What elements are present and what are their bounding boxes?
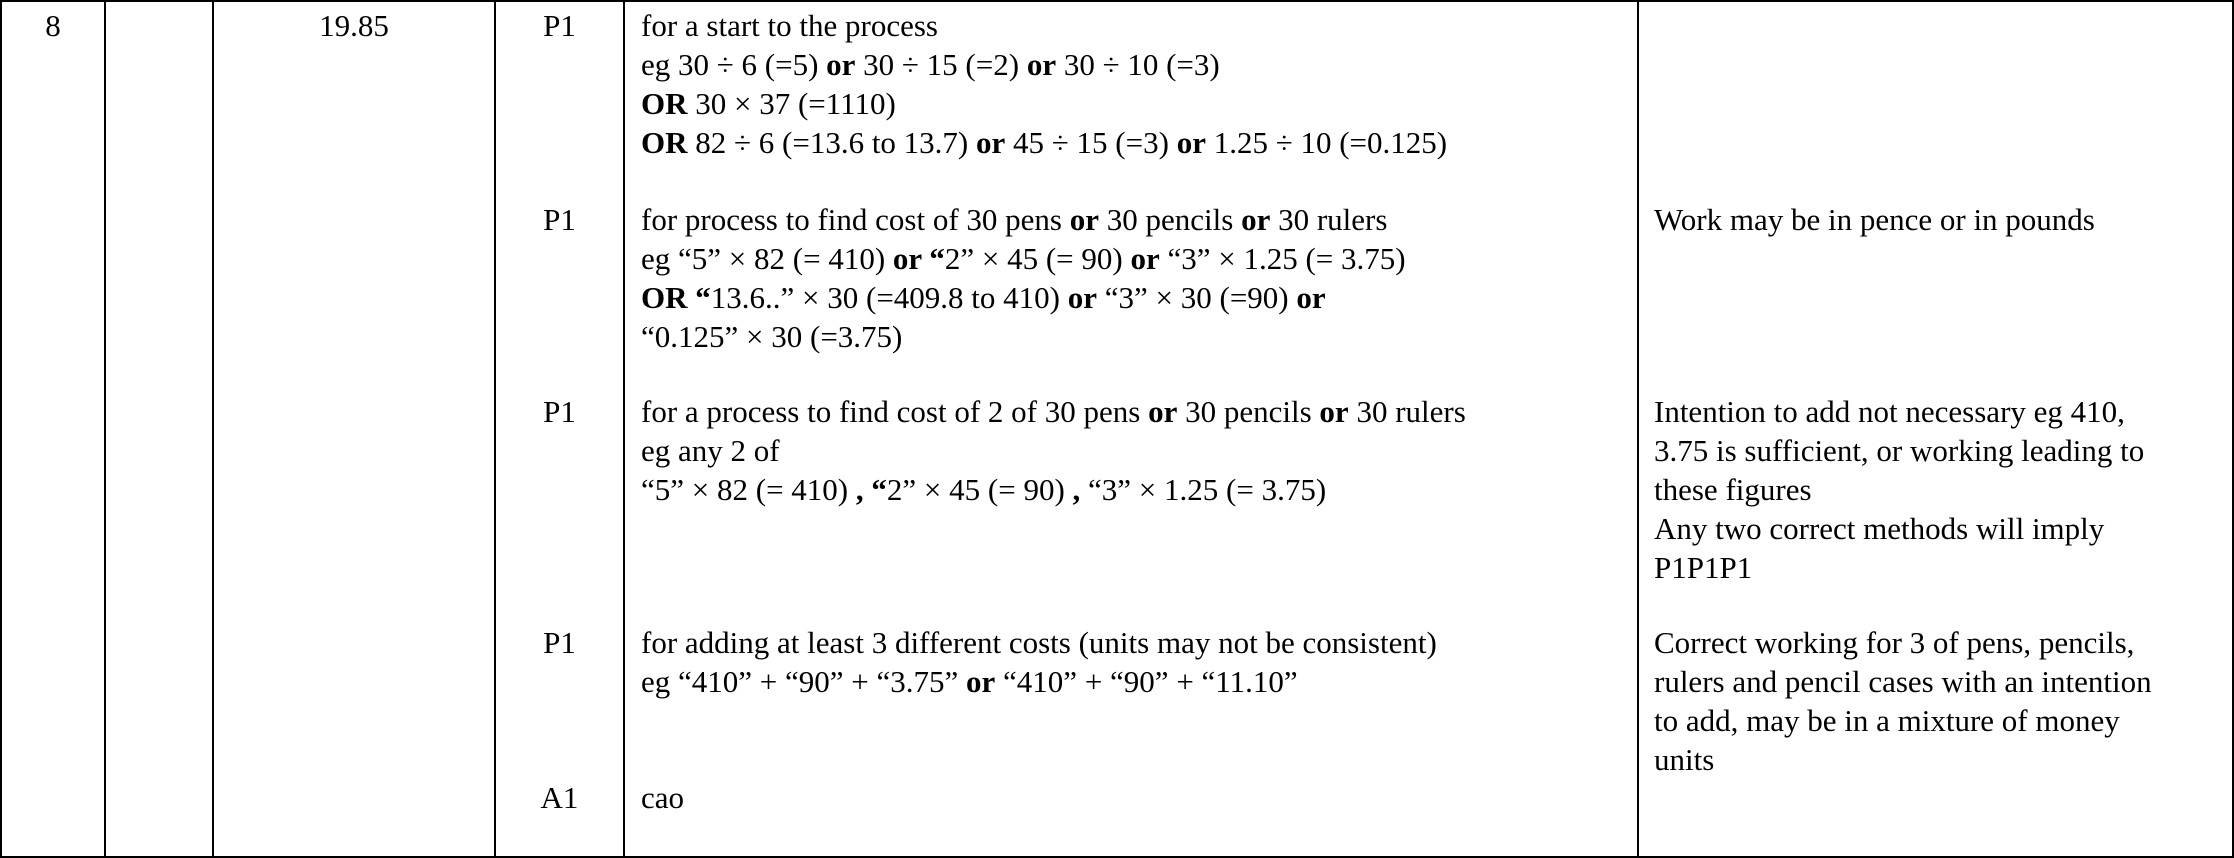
guidance-text: eg “5” × 82 (= 410) (641, 241, 893, 276)
guidance-text: eg any 2 of (641, 433, 780, 468)
guidance-line (641, 778, 684, 817)
guidance-text: 30 ÷ 15 (=2) (855, 47, 1027, 82)
column-border (623, 0, 625, 858)
guidance-text: 2” × 45 (= 90) (886, 472, 1073, 507)
guidance-note-line: to add, may be in a mixture of money (1654, 703, 2120, 738)
question-number: 8 (45, 8, 61, 43)
guidance-text: 13.6..” × 30 (=409.8 to 410) (710, 280, 1068, 315)
guidance-line (641, 431, 1466, 470)
guidance-line (641, 470, 1466, 509)
additional-guidance (1654, 200, 2095, 239)
guidance-line (641, 123, 1447, 162)
guidance-text: “5” × 82 (= 410) (641, 472, 856, 507)
guidance-keyword: or (976, 125, 1006, 160)
guidance-text: for a process to find cost of 2 of 30 pens (641, 394, 1149, 429)
guidance-keyword: or “ (892, 241, 945, 276)
guidance-text: cao (641, 780, 685, 815)
guidance-keyword: or (1176, 125, 1206, 160)
guidance-note-line: 3.75 is sufficient, or working leading to (1654, 433, 2145, 468)
guidance-text: “3” × 1.25 (= 3.75) (1159, 241, 1406, 276)
guidance-note-line: units (1654, 742, 1715, 777)
mark-guidance (641, 623, 1437, 701)
guidance-text: “0.125” × 30 (=3.75) (641, 319, 903, 354)
guidance-text: 30 pencils (1177, 394, 1320, 429)
guidance-keyword: or (1069, 202, 1100, 237)
column-border (1637, 0, 1639, 858)
guidance-text: 30 × 37 (=1110) (687, 86, 896, 121)
guidance-line (641, 45, 1447, 84)
guidance-note-line: Work may be in pence or in pounds (1654, 202, 2095, 237)
guidance-note-line: Intention to add not necessary eg 410, (1654, 394, 2125, 429)
mark-guidance (641, 6, 1447, 162)
guidance-keyword: or (1296, 280, 1326, 315)
guidance-line (641, 623, 1437, 662)
guidance-keyword: or (826, 47, 856, 82)
guidance-line (641, 278, 1406, 317)
guidance-note-line: Any two correct methods will imply (1654, 511, 2105, 546)
guidance-note-line: rulers and pencil cases with an intention (1654, 664, 2152, 699)
guidance-keyword: or (1067, 280, 1097, 315)
mark-guidance (641, 392, 1466, 509)
guidance-line (641, 392, 1466, 431)
guidance-line (641, 662, 1437, 701)
guidance-text: 30 rulers (1348, 394, 1466, 429)
guidance-text: eg 30 ÷ 6 (=5) (641, 47, 827, 82)
guidance-keyword: or (1026, 47, 1057, 82)
mark-code: A1 (540, 780, 579, 815)
guidance-text: “410” + “90” + “11.10” (995, 664, 1298, 699)
guidance-keyword: or (1130, 241, 1160, 276)
guidance-keyword: or (966, 664, 996, 699)
guidance-line (641, 84, 1447, 123)
mark-code: P1 (543, 394, 576, 429)
column-border (0, 0, 2, 858)
guidance-text: 30 ÷ 10 (=3) (1056, 47, 1220, 82)
guidance-text: 82 ÷ 6 (=13.6 to 13.7) (687, 125, 977, 160)
mark-code: P1 (543, 625, 576, 660)
guidance-text: eg “410” + “90” + “3.75” (641, 664, 967, 699)
guidance-keyword: , “ (855, 472, 887, 507)
guidance-text: 30 pencils (1099, 202, 1242, 237)
additional-guidance (1654, 392, 2144, 587)
guidance-note-line: these figures (1654, 472, 1812, 507)
guidance-text: 2” × 45 (= 90) (944, 241, 1131, 276)
guidance-keyword: OR (641, 125, 688, 160)
guidance-line (641, 200, 1406, 239)
guidance-text: “3” × 1.25 (= 3.75) (1080, 472, 1327, 507)
guidance-text: for a start to the process (641, 8, 938, 43)
guidance-text: for process to find cost of 30 pens (641, 202, 1070, 237)
guidance-text: 30 rulers (1270, 202, 1388, 237)
guidance-text: 45 ÷ 15 (=3) (1005, 125, 1177, 160)
additional-guidance (1654, 623, 2152, 779)
guidance-line (641, 239, 1406, 278)
guidance-text: “3” × 30 (=90) (1097, 280, 1297, 315)
guidance-line (641, 317, 1406, 356)
column-border (104, 0, 106, 858)
guidance-text: 1.25 ÷ 10 (=0.125) (1205, 125, 1448, 160)
guidance-text: for adding at least 3 different costs (units may not be consistent) (641, 625, 1437, 660)
guidance-keyword: OR “ (641, 280, 711, 315)
guidance-keyword: OR (641, 86, 688, 121)
answer-cell: 19.85 (319, 8, 389, 43)
guidance-note-line: Correct working for 3 of pens, pencils, (1654, 625, 2135, 660)
guidance-keyword: or (1148, 394, 1178, 429)
guidance-keyword: or (1319, 394, 1349, 429)
guidance-keyword: , (1072, 472, 1081, 507)
guidance-note-line: P1P1P1 (1654, 550, 1753, 585)
guidance-line (641, 6, 1447, 45)
table-top-border (0, 0, 2234, 2)
mark-code: P1 (543, 202, 576, 237)
column-border (212, 0, 214, 858)
mark-guidance (641, 778, 684, 817)
guidance-keyword: or (1241, 202, 1271, 237)
mark-code: P1 (543, 8, 576, 43)
mark-guidance (641, 200, 1406, 356)
